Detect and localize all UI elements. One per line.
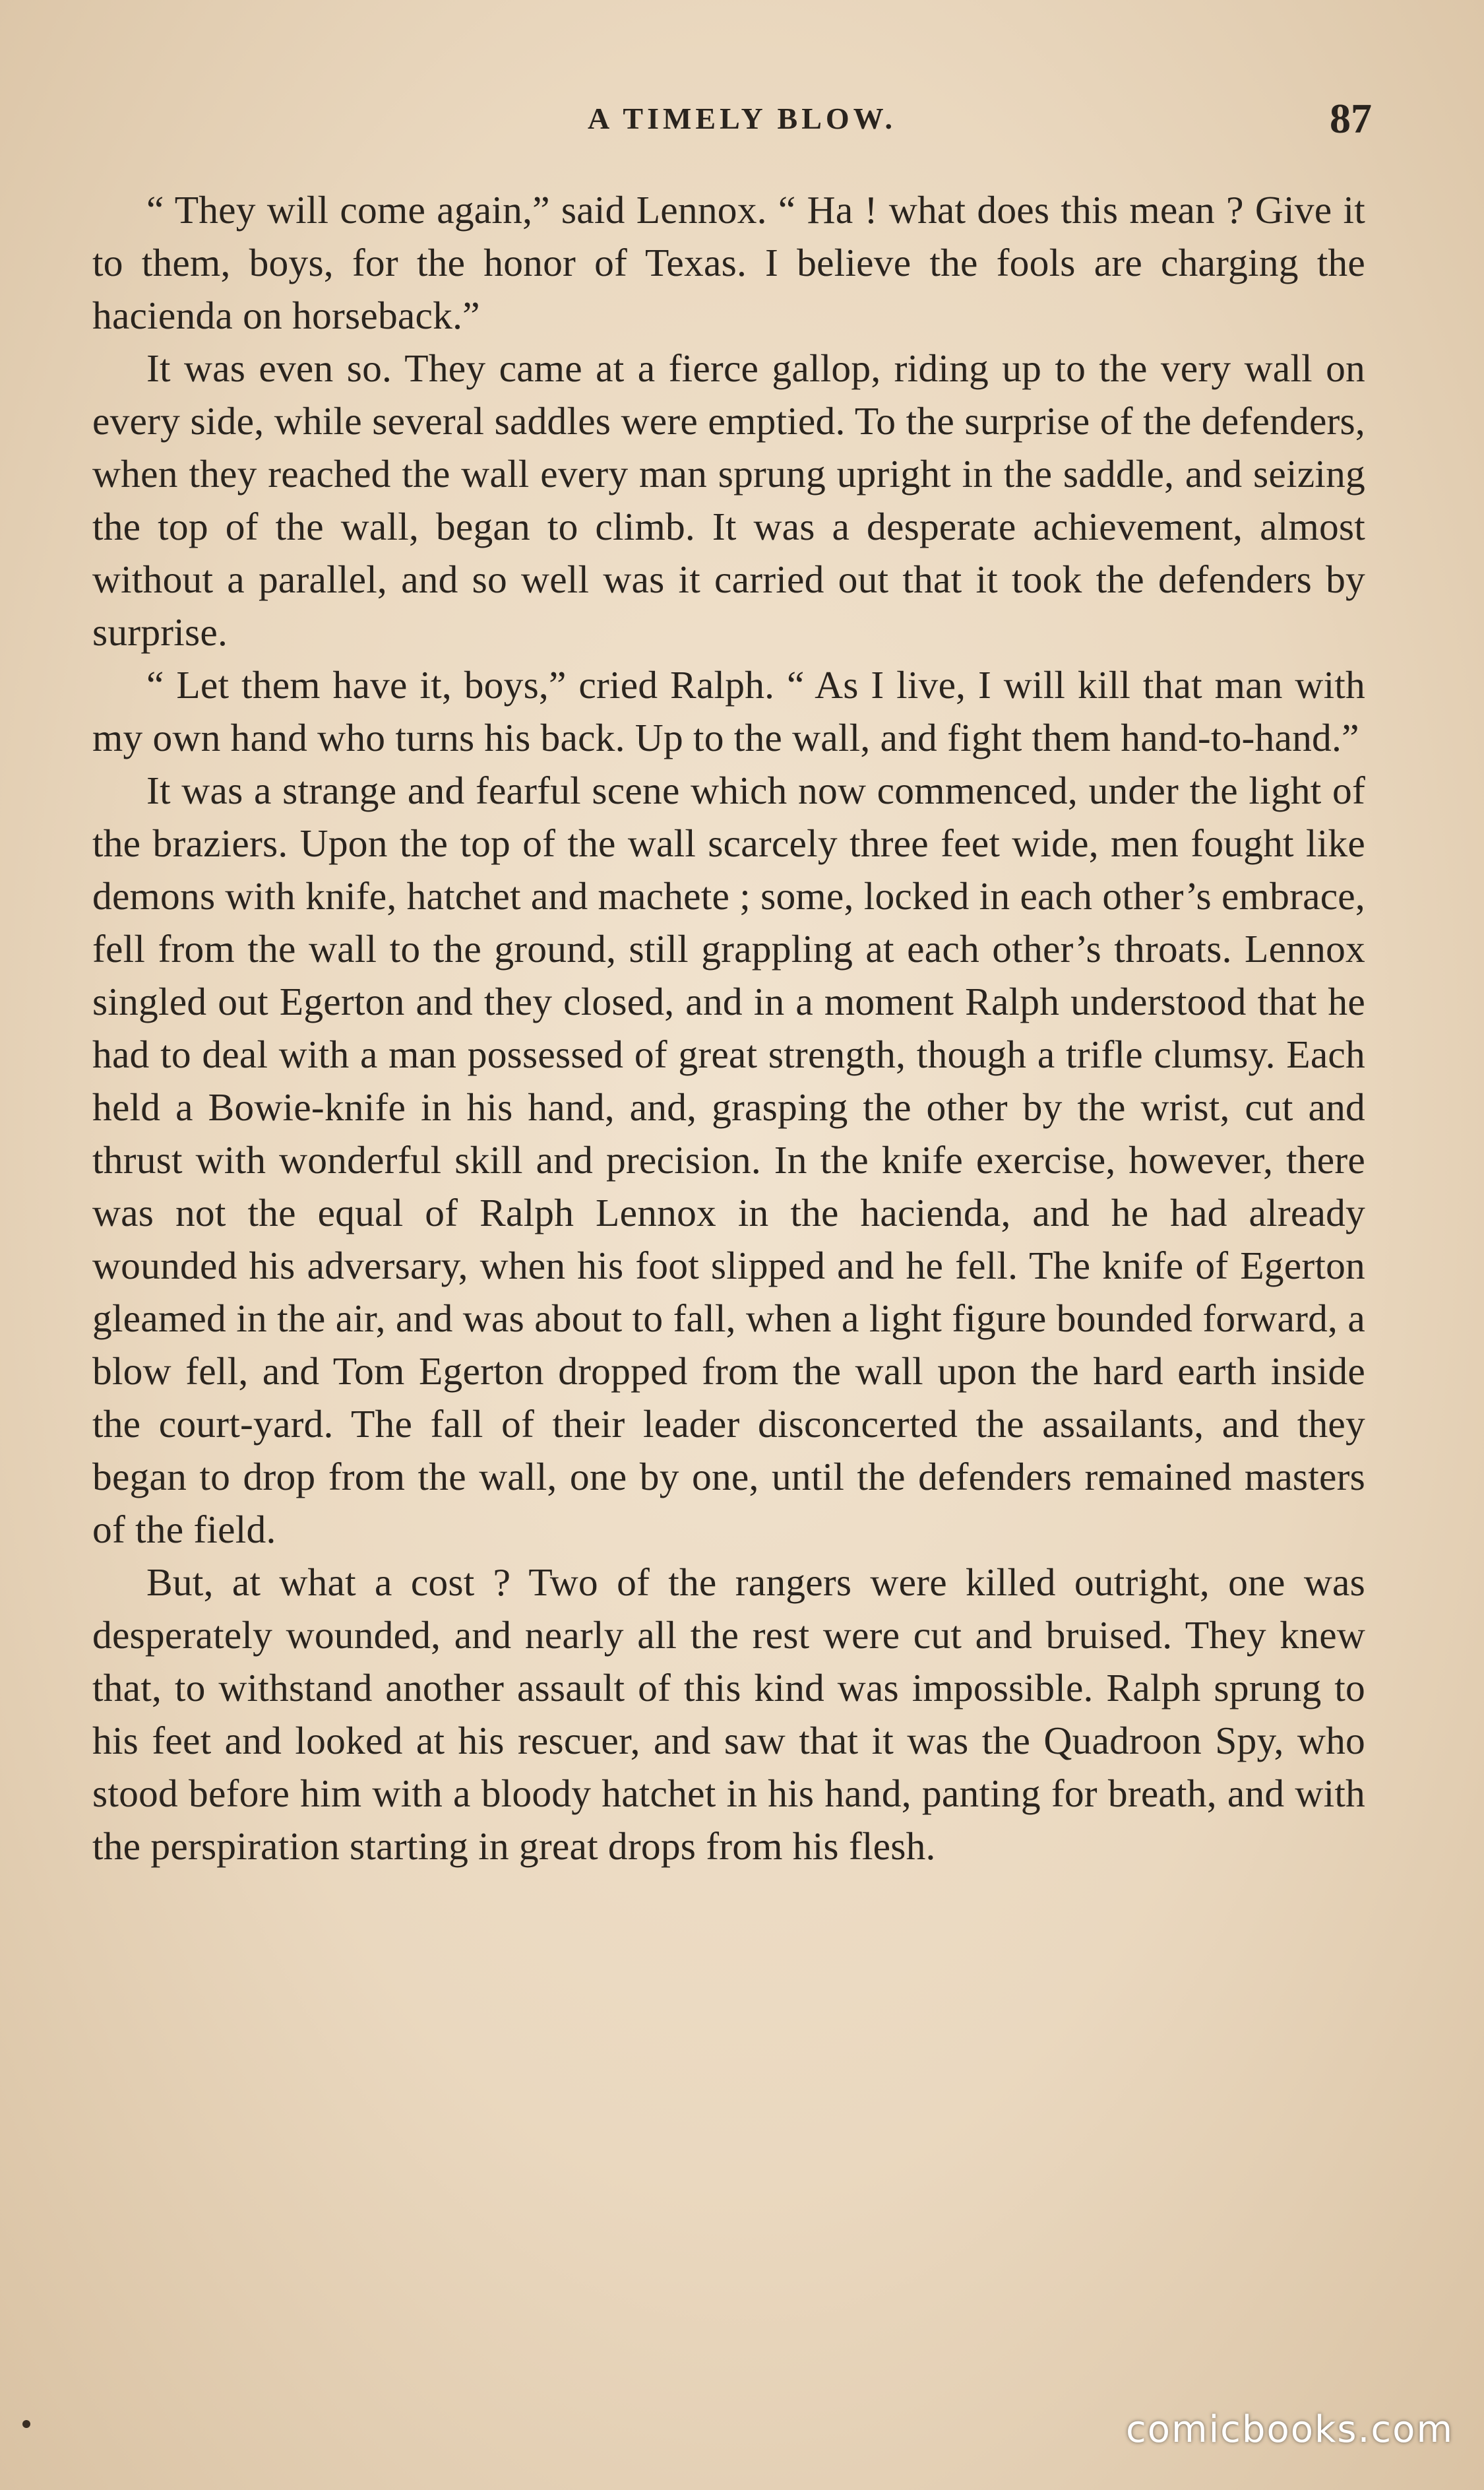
paragraph-4: It was a strange and fearful scene which now commenced, under the light of the braziers. Upon the top of the wall scarcely three feet wide, men fought like demons with knife, hatchet and machete ; some, locked in each other’s embrace, fell from the wall to the ground, still grappling at each other’s throats. Lennox singled out Egerton and they closed, and in a moment Ralph understood that he had to deal with a man possessed of great strength, though a trifle clumsy. Each held a Bowie-knife in his hand, and, grasping the other by the wrist, cut and thrust with wonderful skill and precision. In the knife exercise, however, there was not the equal of Ralph Lennox in the hacienda, and he had already wounded his adversary, when his foot slipped and he fell. The knife of Egerton gleamed in the air, and was about to fall, when a light figure bounded forward, a blow fell, and Tom Egerton dropped from the wall upon the hard earth inside the court-yard. The fall of their leader disconcerted the assailants, and they began to drop from the wall, one by one, until the defenders remained masters of the field.: [92, 769, 1365, 1551]
ink-speck: [22, 2420, 30, 2428]
page-number: 87: [1330, 95, 1372, 142]
page-header: [0, 92, 1484, 145]
paragraph-3: “ Let them have it, boys,” cried Ralph. “ As I live, I will kill that man with my own hand who turns his back. Up to the wall, and fight them hand-to-hand.”: [92, 663, 1365, 759]
running-title: A TIMELY BLOW.: [588, 102, 896, 135]
paragraph-5: But, at what a cost ? Two of the rangers were killed outright, one was desperately wounded, and nearly all the rest were cut and bruised. They knew that, to withstand another assault of this kind was impossible. Ralph sprung to his feet and looked at his rescuer, and saw that it was the Quadroon Spy, who stood before him with a bloody hatchet in his hand, panting for breath, and with the perspiration starting in great drops from his flesh.: [92, 1560, 1365, 1868]
watermark: comicbooks.com: [1125, 2408, 1454, 2451]
body-text: [92, 183, 1365, 1872]
paragraph-2: It was even so. They came at a fierce gallop, riding up to the very wall on every side, while several saddles were emptied. To the surprise of the defenders, when they reached the wall every man sprung upright in the saddle, and seizing the top of the wall, began to climb. It was a desperate achievement, almost without a parallel, and so well was it carried out that it took the defenders by surprise.: [92, 346, 1365, 654]
paragraph-1: “ They will come again,” said Lennox. “ Ha ! what does this mean ? Give it to them, boys, for the honor of Texas. I believe the fools are charging the hacienda on horseback.”: [92, 188, 1365, 337]
